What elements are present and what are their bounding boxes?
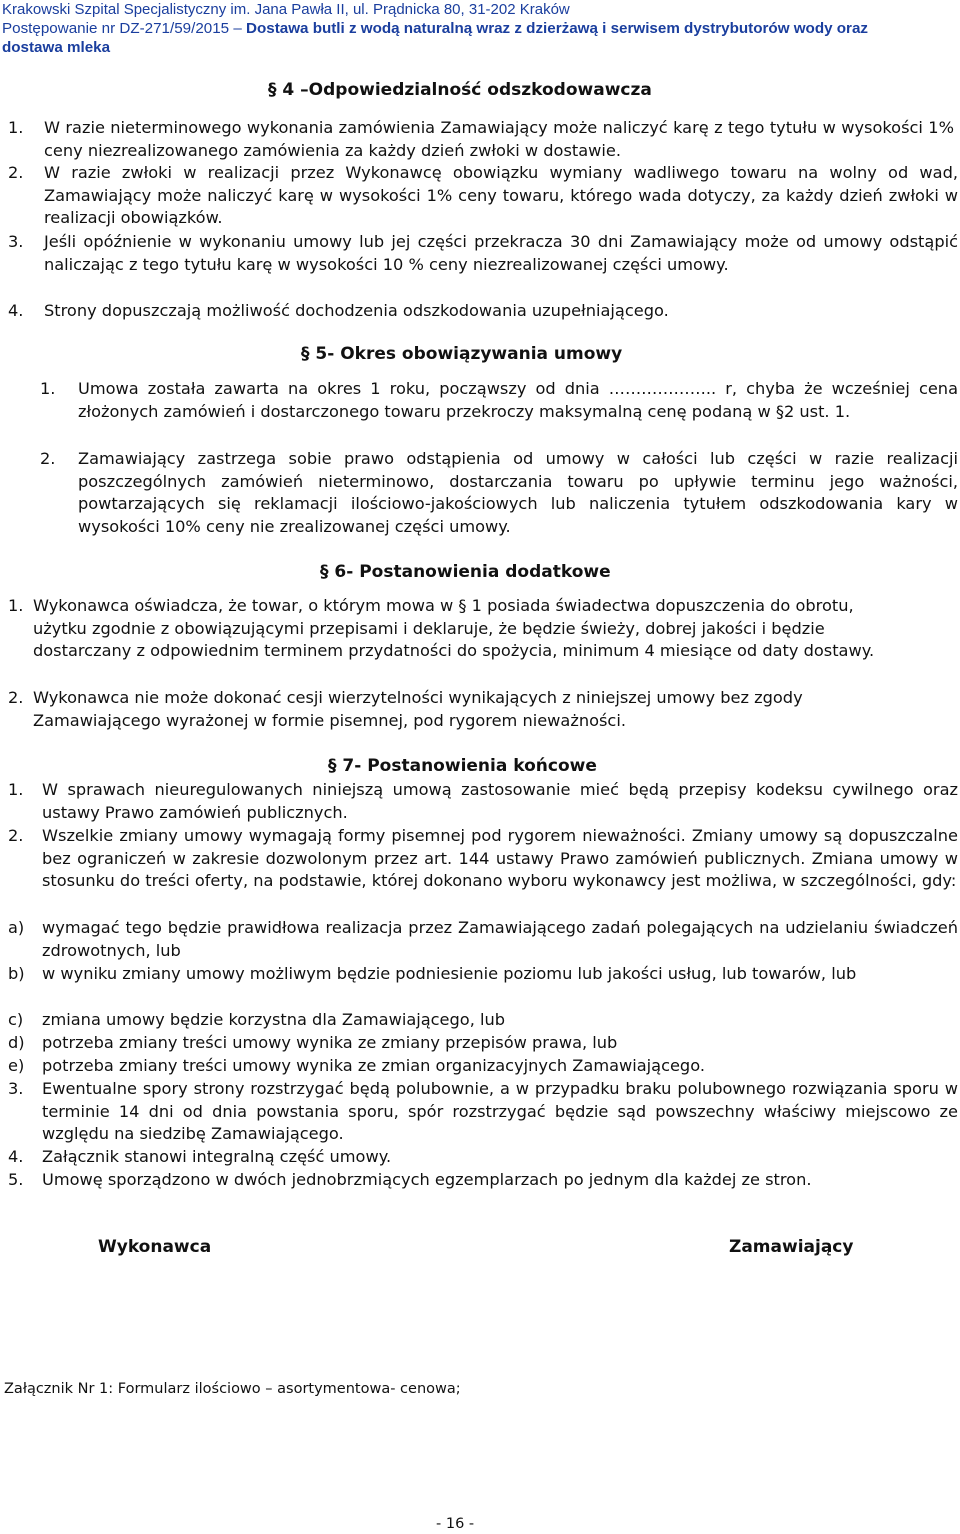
s4-item-1: 1. W razie nieterminowego wykonania zamówienia Zamawiający może naliczyć karę z tego tytułu w wysokości 1% ceny niezrealizowanego zamówienia za każdy dzień zwłoki w dostawie. [8,118,954,160]
s7-item-4: 4. Załącznik stanowi integralną część umowy. [8,1147,392,1166]
signature-contractor: Wykonawca [98,1237,212,1257]
s4-item-4: 4. Strony dopuszczają możliwość dochodzenia odszkodowania uzupełniającego. [8,301,669,320]
signature-ordering-party: Zamawiający [729,1237,854,1257]
section-5-heading: § 5- Okres obowiązywania umowy [301,344,623,364]
annex-note: Załącznik Nr 1: Formularz ilościowo – asortymentowa- cenowa; [4,1381,461,1397]
section-4-heading: § 4 –Odpowiedzialność odszkodowawcza [268,80,652,100]
s7-item-2: 2. Wszelkie zmiany umowy wymagają formy pisemnej pod rygorem nieważności. Zmiany umowy są dopuszczalne bez ograniczeń w zakresie dozwolonym przez art. 144 ustawy Prawo zamówień publicznych. Zmiana umowy w stosunku do treści oferty, na podstawie, której dokonano wyboru wykonawcy jest możliwa, w szczególności, gdy: [8,826,958,890]
s7-item-3: 3. Ewentualne spory strony rozstrzygać będą polubownie, a w przypadku braku polubownego rozwiązania sporu w terminie 14 dni od dnia powstania sporu, spór rozstrzygać będzie sąd powszechny właściwy miejscowo ze względu na siedzibę Zamawiającego. [8,1079,958,1143]
section-7-heading: § 7- Postanowienia końcowe [328,756,597,776]
s4-item-3: 3. Jeśli opóźnienie w wykonaniu umowy lub jej części przekracza 30 dni Zamawiający może od umowy odstąpić naliczając z tego tytułu karę w wysokości 10 % ceny niezrealizowanej części umowy. [8,232,958,274]
s7-item-1: 1. W sprawach nieuregulowanych niniejszą umową zastosowanie mieć będą przepisy kodeksu cywilnego oraz ustawy Prawo zamówień publicznych. [8,780,958,822]
document-header [2,0,958,57]
s7-item-b: b) w wyniku zmiany umowy możliwym będzie podniesienie poziomu lub jakości usług, lub towarów, lub [8,964,857,983]
s5-item-1: 1. Umowa została zawarta na okres 1 roku, począwszy od dnia ……………….. r, chyba że wcześniej cena złożonych zamówień i dostarczonego towaru przekroczy maksymalną cenę podaną w §2 ust. 1. [40,379,958,421]
header-procedure: Postępowanie nr DZ-271/59/2015 – Dostawa butli z wodą naturalną wraz z dzierżawą i serwisem dystrybutorów wody oraz [2,20,868,37]
section-6-heading: § 6- Postanowienia dodatkowe [320,562,611,582]
s7-item-5: 5. Umowę sporządzono w dwóch jednobrzmiących egzemplarzach po jednym dla każdej ze stron. [8,1170,812,1189]
s5-item-2: 2. Zamawiający zastrzega sobie prawo odstąpienia od umowy w całości lub części w razie realizacji poszczególnych zamówień nieterminowo, dostarczania towaru po upływie terminu jego ważności, powtarzających się reklamacji ilościowo-jakościowych lub naliczenia tytułem odszkodowania kary w wysokości 10% ceny nie zrealizowanej części umowy. [40,449,958,536]
s7-item-d: d) potrzeba zmiany treści umowy wynika ze zmiany przepisów prawa, lub [8,1033,618,1052]
page-number: - 16 - [436,1516,475,1532]
header-hospital: Krakowski Szpital Specjalistyczny im. Jana Pawła II, ul. Prądnicka 80, 31-202 Kraków [2,1,570,18]
s7-item-a: a) wymagać tego będzie prawidłowa realizacja przez Zamawiającego zadań polegających na udzielaniu świadczeń zdrowotnych, lub [8,918,958,960]
s6-item-2: 2. Wykonawca nie może dokonać cesji wierzytelności wynikających z niniejszej umowy bez zgody Zamawiającego wyrażonej w formie pisemnej, pod rygorem nieważności. [8,688,803,730]
s7-item-e: e) potrzeba zmiany treści umowy wynika ze zmian organizacyjnych Zamawiającego. [8,1056,705,1075]
s7-item-c: c) zmiana umowy będzie korzystna dla Zamawiającego, lub [8,1010,506,1029]
s4-item-2: 2. W razie zwłoki w realizacji przez Wykonawcę obowiązku wymiany wadliwego towaru na wolny od wad, Zamawiający może naliczyć karę w wysokości 1% ceny towaru, którego wada dotyczy, za każdy dzień zwłoki w realizacji obowiązków. [8,163,958,227]
s6-item-1: 1. Wykonawca oświadcza, że towar, o którym mowa w § 1 posiada świadectwa dopuszczenia do obrotu, użytku zgodnie z obowiązującymi przepisami i deklaruje, że będzie świeży, dobrej jakości i będzie dostarczany z odpowiednim terminem przydatności do spożycia, minimum 4 miesiące od daty dostawy. [8,596,875,660]
header-procedure-cont: dostawa mleka [2,39,111,56]
